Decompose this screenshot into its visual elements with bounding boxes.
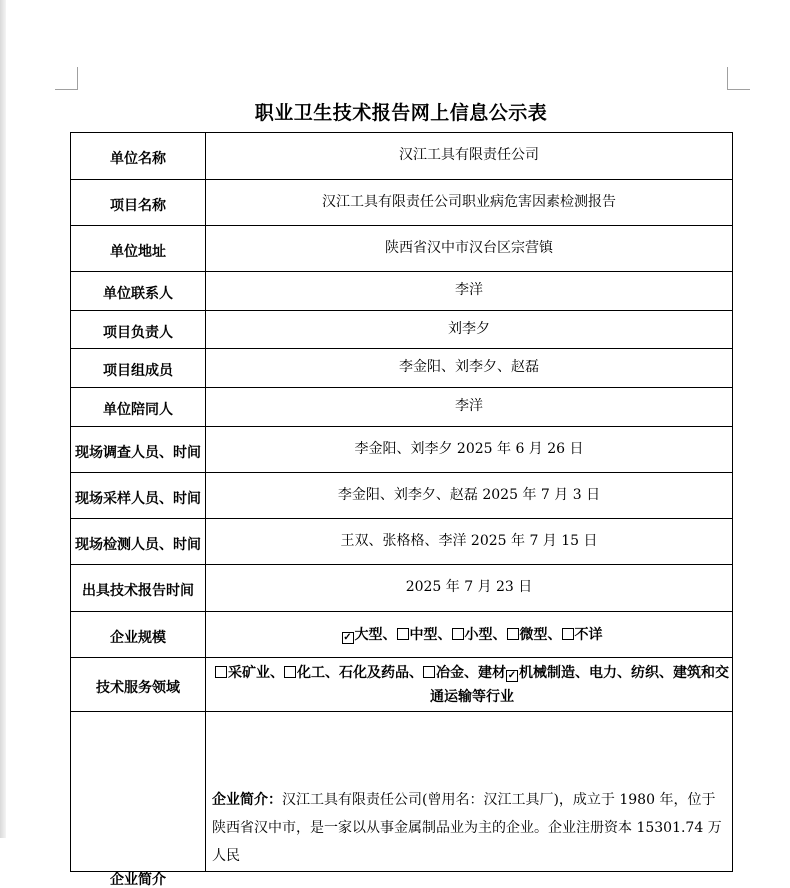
scale-options — [206, 612, 733, 658]
table-row — [71, 226, 733, 272]
option-medium-label: 中型、 — [409, 626, 452, 643]
table-row — [71, 272, 733, 311]
testing-label: 现场检测人员、时间 — [71, 519, 206, 565]
unit-name-label: 单位名称 — [71, 133, 206, 180]
checkbox-medium[interactable] — [397, 628, 409, 640]
sampling-value: 李金阳、刘李夕、赵磊 2025 年 7 月 3 日 — [206, 473, 733, 519]
report-time-label: 出具技术报告时间 — [71, 565, 206, 612]
escort-label: 单位陪同人 — [71, 388, 206, 427]
table-row — [71, 180, 733, 226]
contact-value: 李洋 — [206, 272, 733, 311]
option-metallurgy-label: 冶金、建材 — [436, 664, 506, 681]
project-name-label: 项目名称 — [71, 180, 206, 226]
table-row — [71, 612, 733, 658]
sampling-label: 现场采样人员、时间 — [71, 473, 206, 519]
table-row — [71, 565, 733, 612]
checkbox-machinery[interactable]: ✓ — [507, 669, 517, 681]
margin-corner-top-left — [55, 67, 78, 90]
unit-address-label: 单位地址 — [71, 226, 206, 272]
intro-value — [206, 712, 733, 872]
table-row — [71, 349, 733, 388]
survey-label: 现场调查人员、时间 — [71, 427, 206, 473]
testing-value: 王双、张格格、李洋 2025 年 7 月 15 日 — [206, 519, 733, 565]
intro-heading: 企业简介： — [212, 792, 282, 808]
escort-value: 李洋 — [206, 388, 733, 427]
unit-address-value: 陕西省汉中市汉台区宗营镇 — [206, 226, 733, 272]
option-chemical-label: 化工、石化及药品、 — [297, 664, 423, 681]
table-row — [71, 712, 733, 872]
option-micro-label: 微型、 — [519, 626, 562, 643]
checkbox-unknown[interactable] — [562, 628, 574, 640]
field-label: 技术服务领域 — [71, 658, 206, 712]
table-row — [71, 427, 733, 473]
table-row — [71, 133, 733, 180]
survey-value: 李金阳、刘李夕 2025 年 6 月 26 日 — [206, 427, 733, 473]
scale-label: 企业规模 — [71, 612, 206, 658]
report-time-value: 2025 年 7 月 23 日 — [206, 565, 733, 612]
project-name-value: 汉江工具有限责任公司职业病危害因素检测报告 — [206, 180, 733, 226]
option-mining-label: 采矿业、 — [228, 664, 284, 681]
checkbox-micro[interactable] — [507, 628, 519, 640]
field-options — [206, 658, 733, 712]
project-lead-label: 项目负责人 — [71, 311, 206, 349]
table-row — [71, 311, 733, 349]
table-row — [71, 473, 733, 519]
info-table — [70, 132, 733, 888]
checkbox-metallurgy[interactable] — [423, 666, 435, 678]
table-row — [71, 658, 733, 712]
checkbox-small[interactable] — [452, 628, 464, 640]
option-unknown-label: 不详 — [574, 626, 603, 643]
option-small-label: 小型、 — [464, 626, 507, 643]
checkbox-mining[interactable] — [215, 666, 227, 678]
unit-name-value: 汉江工具有限责任公司 — [206, 133, 733, 180]
intro-label: 企业简介 — [71, 712, 206, 872]
page-left-shadow — [0, 0, 6, 838]
table-row — [71, 388, 733, 427]
project-lead-value: 刘李夕 — [206, 311, 733, 349]
members-label: 项目组成员 — [71, 349, 206, 388]
checkbox-chemical[interactable] — [284, 666, 296, 678]
table-row — [71, 519, 733, 565]
document-title: 职业卫生技术报告网上信息公示表 — [254, 102, 548, 124]
members-value: 李金阳、刘李夕、赵磊 — [206, 349, 733, 388]
checkbox-large[interactable]: ✓ — [343, 631, 352, 643]
option-large-label: 大型、 — [354, 626, 397, 643]
contact-label: 单位联系人 — [71, 272, 206, 311]
margin-corner-top-right — [727, 67, 750, 90]
option-machinery-label: 机械制造、电力、纺织、建筑和交通运输等行业 — [430, 664, 729, 705]
intro-text: 汉江工具有限责任公司(曾用名：汉江工具厂)，成立于 1980 年，位于陕西省汉中市，是一家以从事金属制品业为主的企业。企业注册资本 15301.74 万人民 — [212, 792, 722, 864]
